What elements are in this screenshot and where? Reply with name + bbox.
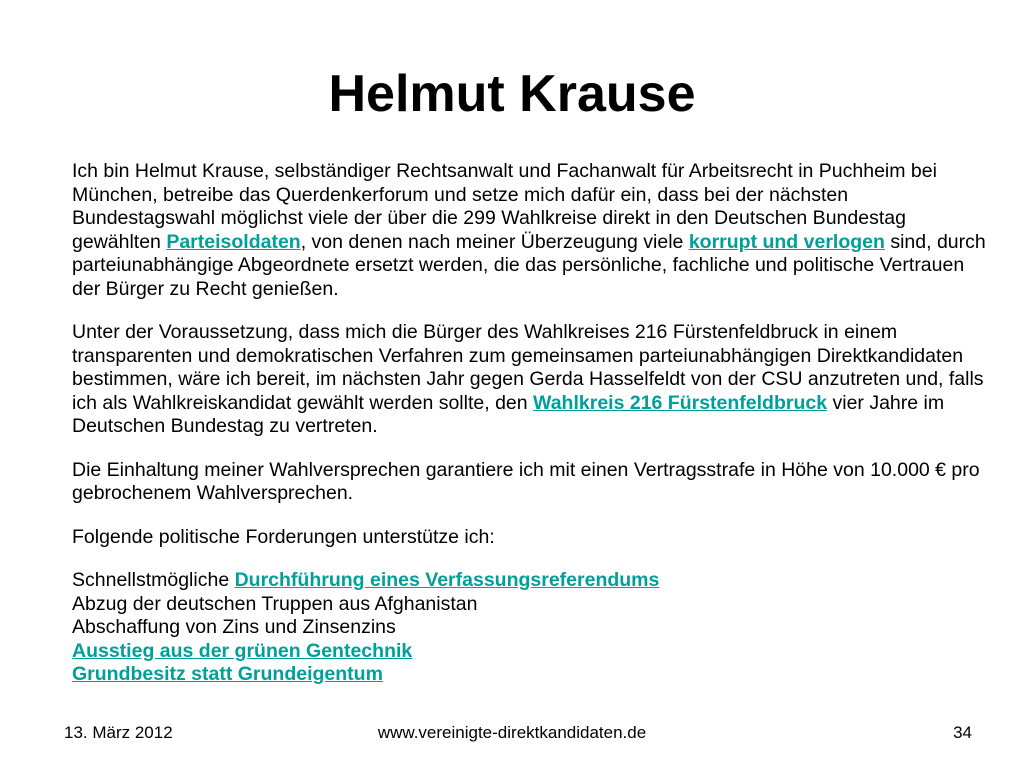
link-verfassungsreferendum[interactable]: Durchführung eines Verfassungsreferendums xyxy=(234,569,660,591)
footer-page-number: 34 xyxy=(953,723,972,742)
link-grundbesitz[interactable]: Grundbesitz statt Grundeigentum xyxy=(72,663,383,685)
slide-title: Helmut Krause xyxy=(328,65,696,123)
paragraph-intro-text-2: , von denen nach meiner Überzeugung viele xyxy=(300,230,689,253)
paragraph-candidacy-text-2: vier Jahre im Deutschen Bundestag zu vertreten. xyxy=(72,391,945,437)
footer-website: www.vereinigte-direktkandidaten.de xyxy=(377,723,647,742)
paragraph-candidacy xyxy=(72,321,990,439)
demands-list xyxy=(72,569,990,687)
paragraph-intro-text-1: Ich bin Helmut Krause, selbständiger Rechtsanwalt und Fachanwalt für Arbeitsrecht in Puchheim bei München, betreibe das Querdenkerforum und setze mich dafür ein, dass bei der nächsten Bundestagswahl möglichst viele der über die 299 Wahlkreise direkt in den Deutschen Bundestag gewählten xyxy=(72,160,937,253)
footer-date: 13. März 2012 xyxy=(64,723,173,742)
paragraph-demands-intro: Folgende politische Forderungen unterstütze ich: xyxy=(72,525,495,548)
link-parteisoldaten[interactable]: Parteisoldaten xyxy=(166,230,301,253)
paragraph-candidacy-text-1: Unter der Voraussetzung, dass mich die Bürger des Wahlkreises 216 Fürstenfeldbruck in einem transparenten und demokratischen Verfahren zum gemeinsamen parteiunabhängigen Direktkandidaten bestimmen, wäre ich bereit, im nächsten Jahr gegen Gerda Hasselfeldt von der CSU anzutreten und, falls ich als Wahlkreiskandidat gewählt werden sollte, den xyxy=(72,321,984,414)
demand-item-1 xyxy=(72,569,990,593)
slide-content xyxy=(72,160,990,687)
link-wahlkreis-216[interactable]: Wahlkreis 216 Fürstenfeldbruck xyxy=(533,391,828,414)
paragraph-guarantee: Die Einhaltung meiner Wahlversprechen garantiere ich mit einen Vertragsstrafe in Höhe von 10.000 € pro gebrochenem Wahlversprechen. xyxy=(72,458,980,504)
demand-item-1-prefix: Schnellstmögliche xyxy=(72,569,235,591)
demand-item-3: Abschaffung von Zins und Zinsenzins xyxy=(72,616,396,638)
paragraph-intro xyxy=(72,160,990,301)
paragraph-intro-text-3: sind, durch parteiunabhängige Abgeordnete ersetzt werden, die das persönliche, fachliche und politische Vertrauen der Bürger zu Recht genießen. xyxy=(72,230,986,300)
link-gentechnik[interactable]: Ausstieg aus der grünen Gentechnik xyxy=(72,639,413,662)
demand-item-4 xyxy=(72,640,990,664)
demand-item-5 xyxy=(72,663,990,687)
demand-item-2: Abzug der deutschen Truppen aus Afghanistan xyxy=(72,592,478,615)
link-korrupt-und-verlogen[interactable]: korrupt und verlogen xyxy=(688,230,885,253)
